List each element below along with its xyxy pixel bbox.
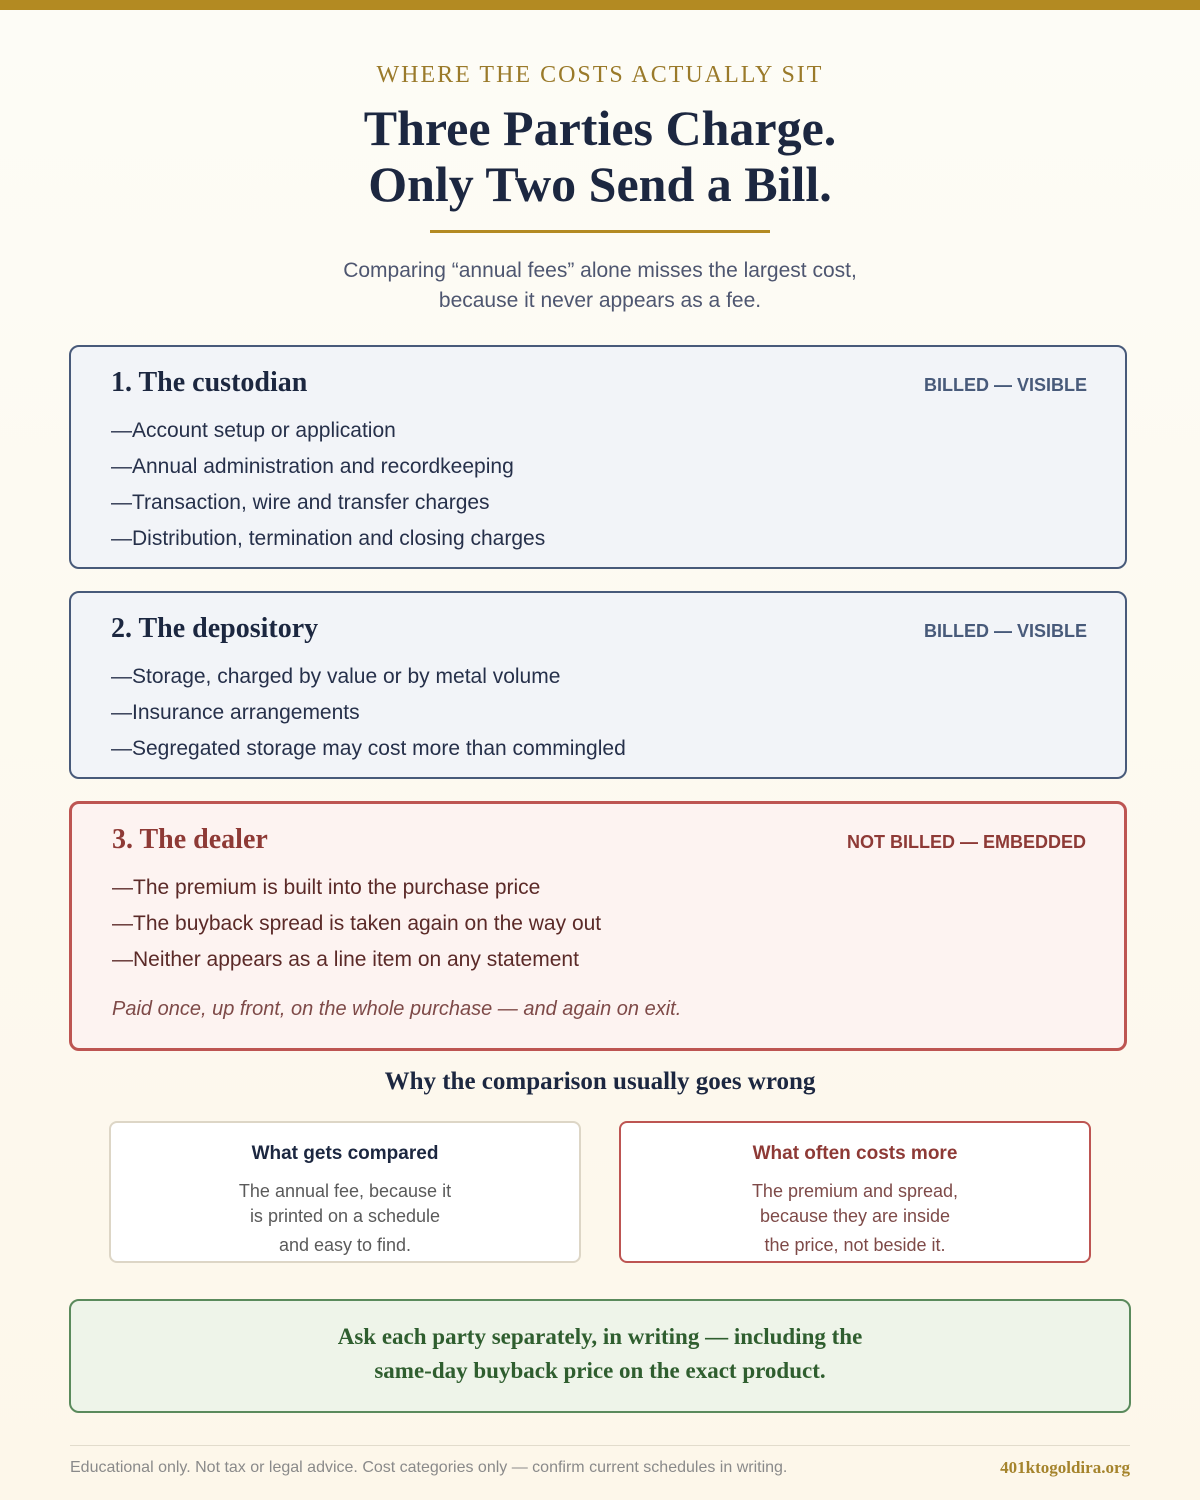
top-accent-bar [0, 0, 1200, 10]
list-item: — Storage, charged by value or by metal volume [111, 659, 626, 695]
cta-line-2: same-day buyback price on the exact product. [374, 1358, 826, 1383]
comparison-heading: Why the comparison usually goes wrong [384, 1068, 816, 1095]
list-item: — Annual administration and recordkeeping [111, 449, 545, 485]
custodian-status-badge: BILLED — VISIBLE [923, 375, 1087, 395]
text-line: because they are inside [759, 1206, 951, 1226]
dealer-note: Paid once, up front, on the whole purchase — and again on exit. [112, 998, 682, 1020]
title-divider [430, 230, 770, 233]
title-line-2: Only Two Send a Bill. [368, 156, 832, 212]
dealer-card [69, 801, 1127, 1051]
dealer-status-badge: NOT BILLED — EMBEDDED [846, 832, 1086, 852]
text-line: is printed on a schedule [249, 1206, 441, 1226]
depository-cost-list [111, 659, 626, 767]
depository-status-badge: BILLED — VISIBLE [923, 621, 1087, 641]
subtitle-line-2: because it never appears as a fee. [438, 289, 762, 312]
cta-line-1: Ask each party separately, in writing — including the [337, 1324, 863, 1349]
custodian-card [69, 345, 1127, 569]
what-costs-more-title: What often costs more [752, 1143, 958, 1164]
list-item: — The premium is built into the purchase price [112, 870, 601, 906]
text-line: and easy to find. [278, 1235, 412, 1255]
text-line: The annual fee, because it [238, 1181, 452, 1201]
page-title [0, 100, 1200, 212]
depository-card-title: 2. The depository [111, 613, 319, 644]
what-costs-more-text [621, 1179, 1089, 1258]
text-line: the price, not beside it. [764, 1235, 946, 1255]
what-costs-more-box [619, 1121, 1091, 1263]
what-gets-compared-title: What gets compared [251, 1143, 439, 1164]
list-item: — Neither appears as a line item on any statement [112, 942, 601, 978]
call-to-action-text [71, 1320, 1129, 1388]
list-item: — Segregated storage may cost more than commingled [111, 731, 626, 767]
custodian-card-title: 1. The custodian [111, 367, 308, 398]
subtitle [0, 256, 1200, 316]
list-item: — The buyback spread is taken again on the way out [112, 906, 601, 942]
list-item: — Insurance arrangements [111, 695, 626, 731]
text-line: The premium and spread, [751, 1181, 959, 1201]
dealer-cost-list [112, 870, 601, 978]
dealer-card-title: 3. The dealer [112, 824, 268, 855]
what-gets-compared-text [111, 1179, 579, 1258]
call-to-action-box [69, 1299, 1131, 1413]
list-item: — Distribution, termination and closing charges [111, 521, 545, 557]
eyebrow-label: WHERE THE COSTS ACTUALLY SIT [376, 62, 824, 88]
footer-disclaimer: Educational only. Not tax or legal advice. Cost categories only — confirm current schedules in writing. [70, 1459, 788, 1476]
subtitle-line-1: Comparing “annual fees” alone misses the largest cost, [343, 259, 857, 282]
footer-site-link[interactable]: 401ktogoldira.org [1000, 1458, 1130, 1477]
custodian-cost-list [111, 413, 545, 557]
list-item: — Account setup or application [111, 413, 545, 449]
footer-divider [70, 1445, 1130, 1446]
what-gets-compared-box [109, 1121, 581, 1263]
list-item: — Transaction, wire and transfer charges [111, 485, 545, 521]
title-line-1: Three Parties Charge. [363, 100, 837, 156]
depository-card [69, 591, 1127, 779]
